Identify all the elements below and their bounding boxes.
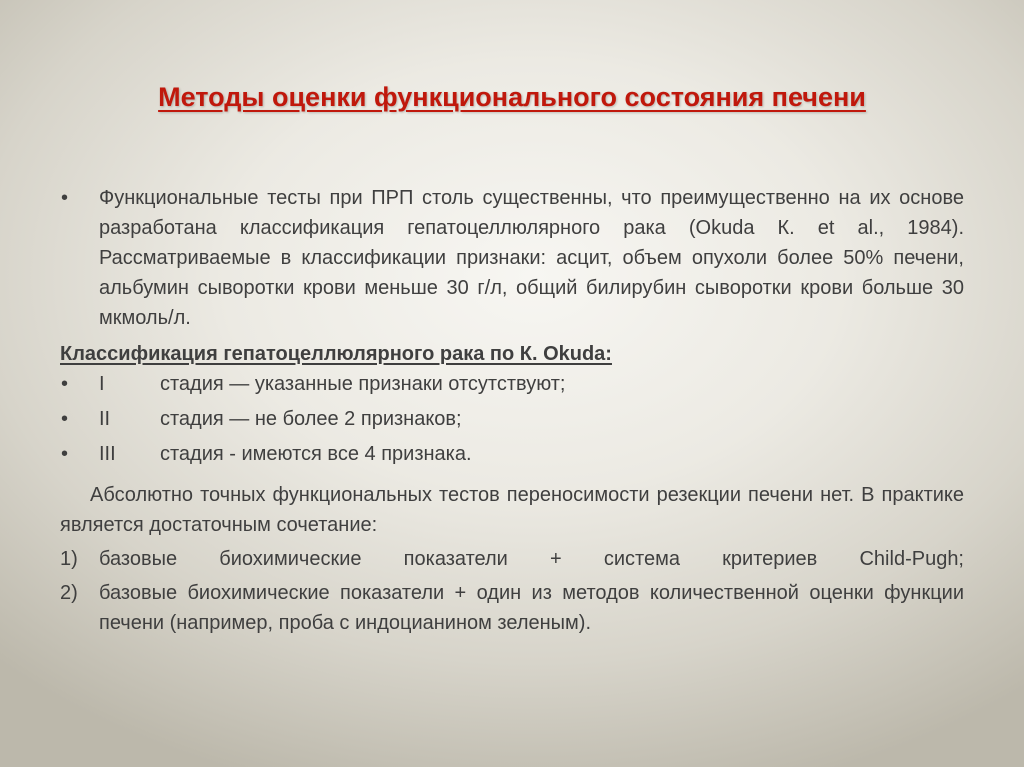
intro-bullet-item: [60, 183, 964, 333]
stage-item: [60, 369, 964, 404]
stage-number: III: [99, 443, 116, 465]
slide-title: Методы оценки функционального состояния печени: [158, 82, 866, 112]
bullet-icon: •: [61, 408, 69, 430]
stage-description: стадия — не более 2 признаков;: [160, 408, 462, 430]
stage-number: I: [99, 373, 105, 395]
bullet-icon: •: [61, 187, 69, 209]
numbered-item-text: базовые биохимические показатели + один из методов количественной оценки функции печени (например, проба с индоцианином зеленым).: [99, 582, 964, 634]
bullet-icon: •: [61, 443, 69, 465]
numbered-item: [60, 544, 964, 574]
slide-content: [60, 183, 964, 638]
stage-number: II: [99, 408, 111, 430]
stage-description: стадия — указанные признаки отсутствуют;: [160, 373, 566, 395]
intro-text: Функциональные тесты при ПРП столь существенны, что преимущественно на их основе разработана классификация гепатоцеллюлярного рака (Okuda К. et al., 1984). Рассматриваемые в классификации признаки: асцит, объем опухоли более 50% печени, альбумин сыворотки крови меньше 30 г/л, общий билирубин сыворотки крови больше 30 мкмоль/л.: [99, 187, 964, 329]
numbered-item-text: базовые биохимические показатели + система критериев Child-Pugh;: [99, 548, 964, 570]
list-number: 1): [60, 548, 78, 570]
resection-paragraph: Абсолютно точных функциональных тестов переносимости резекции печени нет. В практике является достаточным сочетание:: [60, 484, 964, 536]
numbered-item: [60, 578, 964, 638]
bullet-icon: •: [61, 373, 69, 395]
list-number: 2): [60, 582, 78, 604]
stage-item: [60, 404, 964, 439]
classification-heading: Классификация гепатоцеллюлярного рака по К. Okuda:: [60, 343, 612, 365]
stage-description: стадия - имеются все 4 признака.: [160, 443, 472, 465]
stage-item: [60, 439, 964, 474]
